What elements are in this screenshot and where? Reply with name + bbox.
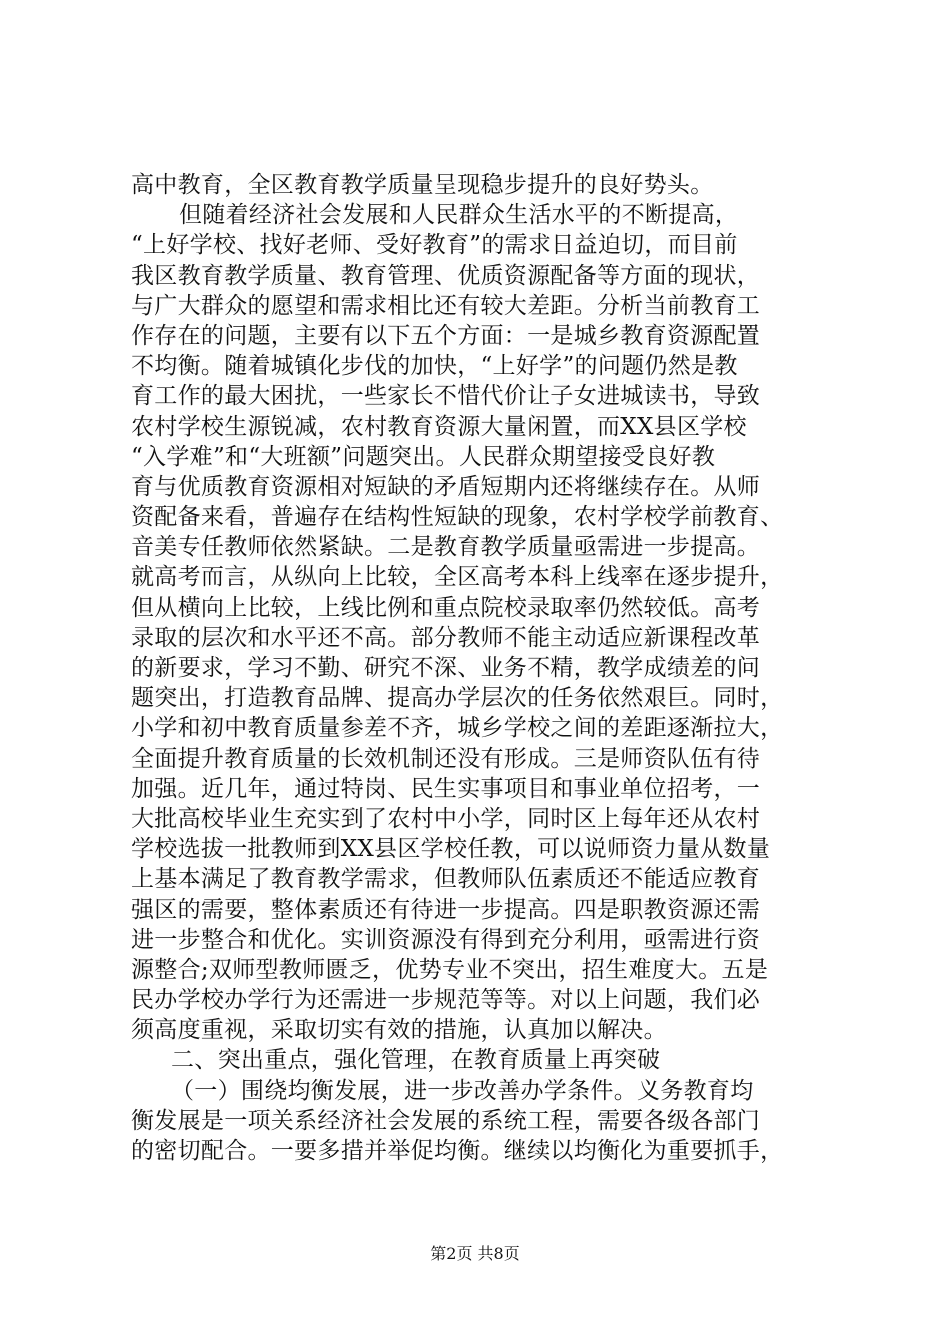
text-line: 录取的层次和水平还不高。部分教师不能主动适应新课程改革 [131,624,761,651]
document-body [131,170,831,1166]
text-line: “上好学校、找好老师、受好教育”的需求日益迫切，而目前 [131,232,738,259]
text-line: 但随着经济社会发展和人民群众生活水平的不断提高， [179,202,739,229]
text-line: 与广大群众的愿望和需求相比还有较大差距。分析当前教育工 [131,292,761,319]
text-line: 题突出，打造教育品牌、提高办学层次的任务依然艰巨。同时， [131,685,784,712]
text-line: 育与优质教育资源相对短缺的矛盾短期内还将继续存在。从师 [131,473,761,500]
text-line: 强区的需要，整体素质还有待进一步提高。四是职教资源还需 [131,896,761,923]
text-line: 育工作的最大困扰，一些家长不惜代价让子女进城读书，导致 [131,383,761,410]
text-line: 小学和初中教育质量参差不齐，城乡学校之间的差距逐渐拉大， [131,715,784,742]
text-line: 衡发展是一项关系经济社会发展的系统工程，需要各级各部门 [131,1107,761,1134]
text-line: 民办学校办学行为还需进一步规范等等。对以上问题，我们必 [131,987,761,1014]
text-line: 资配备来看，普遍存在结构性短缺的现象，农村学校学前教育、 [131,504,784,531]
section-heading: 二、突出重点，强化管理，在教育质量上再突破 [171,1047,661,1074]
text-line: 不均衡。随着城镇化步伐的加快，“上好学”的问题仍然是教 [131,353,738,380]
text-line: 须高度重视，采取切实有效的措施，认真加以解决。 [131,1017,667,1044]
text-line: “入学难”和“大班额”问题突出。人民群众期望接受良好教 [131,443,716,470]
text-line: 进一步整合和优化。实训资源没有得到充分利用，亟需进行资 [131,926,761,953]
text-line: 但从横向上比较，上线比例和重点院校录取率仍然较低。高考 [131,594,761,621]
text-line: 大批高校毕业生充实到了农村中小学，同时区上每年还从农村 [131,805,761,832]
page-number-footer: 第2页 共8页 [430,1244,520,1263]
text-line: 我区教育教学质量、教育管理、优质资源配备等方面的现状， [131,262,761,289]
text-line: 的新要求，学习不勤、研究不深、业务不精，教学成绩差的问 [131,655,761,681]
text-line: 上基本满足了教育教学需求，但教师队伍素质还不能适应教育 [131,866,761,893]
text-line: 就高考而言，从纵向上比较，全区高考本科上线率在逐步提升， [131,564,784,591]
text-line: 作存在的问题，主要有以下五个方面：一是城乡教育资源配置 [131,322,761,349]
text-line: 的密切配合。一要多措并举促均衡。继续以均衡化为重要抓手， [131,1138,784,1164]
text-line: 加强。近几年，通过特岗、民生实事项目和事业单位招考，一 [131,775,761,802]
text-line: 高中教育，全区教育教学质量呈现稳步提升的良好势头。 [131,172,714,198]
text-line: 学校选拔一批教师到XX县区学校任教，可以说师资力量从数量 [131,836,771,863]
text-line: 源整合;双师型教师匮乏，优势专业不突出，招生难度大。五是 [131,956,769,983]
text-line: （一）围绕均衡发展，进一步改善办学条件。义务教育均 [171,1077,754,1104]
text-line: 农村学校生源锐减，农村教育资源大量闲置，而XX县区学校 [131,413,747,440]
text-line: 全面提升教育质量的长效机制还没有形成。三是师资队伍有待 [131,745,761,772]
text-line: 音美专任教师依然紧缺。二是教育教学质量亟需进一步提高。 [131,534,761,561]
